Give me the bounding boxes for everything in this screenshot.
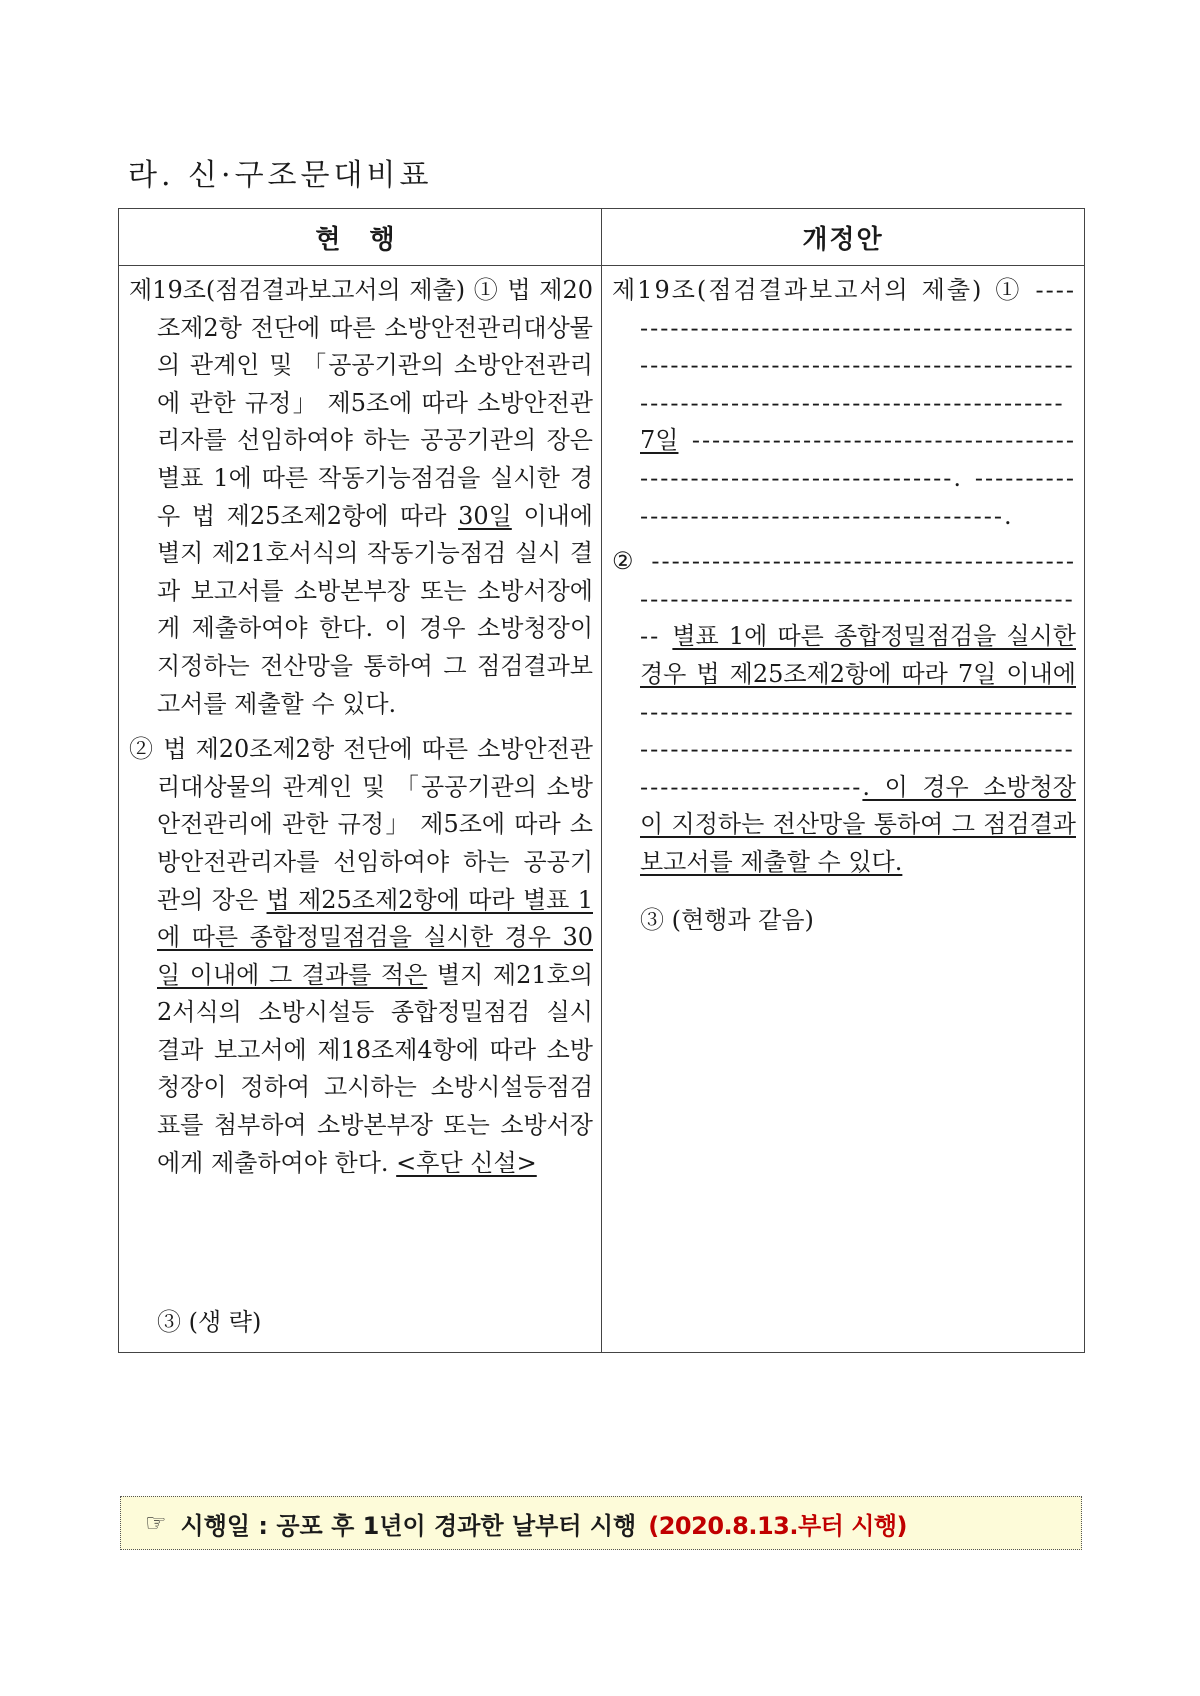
underlined-change: 7일 <box>640 426 679 455</box>
pointing-hand-icon: ☞ <box>145 1509 167 1537</box>
current-paragraph-1: 제19조(점검결과보고서의 제출) ① 법 제20조제2항 전단에 따른 소방안전관리대상물의 관계인 및 「공공기관의 소방안전관리에 관한 규정」 제5조에 따라 소방안전관리자를 선임하여야 하는 공공기관의 장은 별표 1에 따른 작동기능점검을 실시한 경우 법 제25조제2항에 따라 30일 이내에 별지 제21호서식의 작동기능점검 실시 결과 보고서를 소방본부장 또는 소방서장에게 제출하여야 한다. 이 경우 소방청장이 지정하는 전산망을 통하여 그 점검결과보고서를 제출할 수 있다. <box>129 276 593 718</box>
effective-date-notice <box>120 1496 1082 1550</box>
table-row <box>119 266 1085 1353</box>
column-header-revised: 개정안 <box>602 209 1085 266</box>
revised-paragraph-2: ② --------------------------------------------------------------------------------------- 별표 1에 따른 종합정밀점검을 실시한 경우 법 제25조제2항에 따라 7일 이내에 ------------------------------------------------------------------------------------------------------------. 이 경우 소방청장이 지정하는 전산망을 통하여 그 점검결과보고서를 제출할 수 있다. <box>612 547 1076 876</box>
underlined-change: 법 제25조제2항에 따라 별표 1에 따른 종합정밀점검을 실시한 경우 30일 이내에 그 결과를 적은 <box>157 885 593 989</box>
revised-text-cell <box>602 266 1085 1353</box>
revised-paragraph-3: ③ (현행과 같음) <box>640 905 814 934</box>
underlined-change: 30일 <box>458 501 512 530</box>
underlined-change: 별표 1에 따른 종합정밀점검을 실시한 경우 법 제25조제2항에 따라 7일 이내에 <box>640 622 1076 688</box>
current-paragraph-3: ③ (생 략) <box>157 1308 262 1337</box>
underlined-change: . 이 경우 소방청장이 지정하는 전산망을 통하여 그 점검결과보고서를 제출할 수 있다. <box>640 772 1076 876</box>
notice-text: 시행일 : 공포 후 1년이 경과한 날부터 시행 <box>180 1511 637 1540</box>
comparison-table <box>118 208 1085 1353</box>
underlined-change: <후단 신설> <box>396 1148 537 1177</box>
revised-paragraph-1: 제19조(점검결과보고서의 제출) ① ------------------------------------------------------------------------------------------------------------------------------------ 7일 ---------------------------------------------------------------------. ----------------------------------------------. <box>612 276 1076 530</box>
current-paragraph-2: ② 법 제20조제2항 전단에 따른 소방안전관리대상물의 관계인 및 「공공기관의 소방안전관리에 관한 규정」 제5조에 따라 소방안전관리자를 선임하여야 하는 공공기관의 장은 법 제25조제2항에 따라 별표 1에 따른 종합정밀점검을 실시한 경우 30일 이내에 그 결과를 적은 별지 제21호의2서식의 소방시설등 종합정밀점검 실시 결과 보고서에 제18조제4항에 따라 소방청장이 정하여 고시하는 소방시설등점검표를 첨부하여 소방본부장 또는 소방서장에게 제출하여야 한다. <후단 신설> <box>129 735 594 1177</box>
section-heading: 라. 신·구조문대비표 <box>128 158 433 193</box>
table-header-row <box>119 209 1085 266</box>
current-text-cell <box>119 266 602 1353</box>
notice-date: (2020.8.13.부터 시행) <box>648 1511 908 1540</box>
column-header-current: 현 행 <box>119 209 602 266</box>
